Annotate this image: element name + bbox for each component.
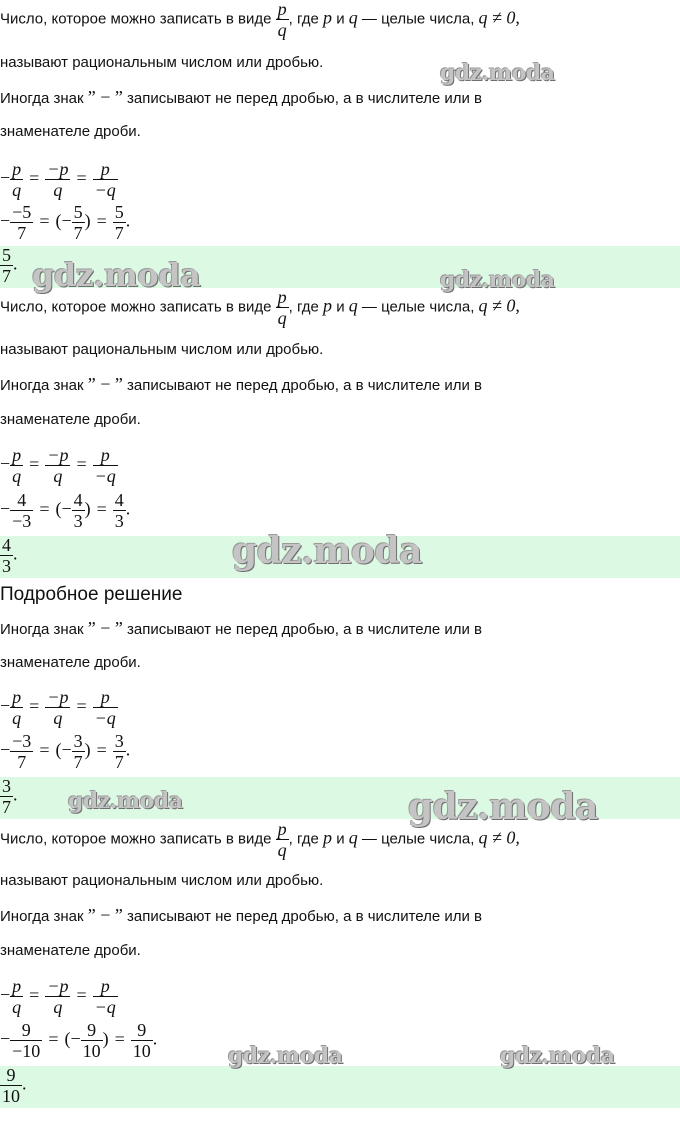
definition-text-a: Число, которое можно записать в виде (0, 10, 272, 28)
fraction-p-over-q: $\frac{p}{q}$ (277, 0, 287, 40)
definition-line-2: называют рациональным числом или дробью. (0, 872, 324, 889)
watermark-logo: gdz.moda (228, 1043, 343, 1069)
watermark-logo: gdz.moda (408, 786, 598, 828)
sign-line-1: Иногда знак ” − ” записывают не перед дробью, а в числителе или в (0, 87, 483, 107)
answer: $\frac{5}{7}$ . (2, 245, 18, 286)
identity-equation: − $\frac{p}{q}$ = $\frac{-p}{q}$ = $\frac{p}{-q}$ (0, 159, 116, 200)
sign-line-1: Иногда знак ” − ” записывают не перед дробью, а в числителе или в (0, 618, 483, 638)
watermark-logo: gdz.moda (32, 256, 201, 294)
definition-line-2: называют рациональным числом или дробью. (0, 341, 324, 358)
definition-line: Число, которое можно записать в виде $\frac{p}{q}$ , где p и q — целые числа, q ≠ 0, (0, 0, 520, 40)
identity-equation: − $\frac{p}{q}$ = $\frac{-p}{q}$ = $\frac{p}{-q}$ (0, 687, 116, 728)
solution-equation: − $\frac{9}{-10}$ = (− $\frac{9}{10}$ ) = $\frac{9}{10}$ . (0, 1020, 158, 1061)
identity-equation: − $\frac{p}{q}$ = $\frac{-p}{q}$ = $\frac{p}{-q}$ (0, 445, 116, 486)
answer: $\frac{3}{7}$ . (2, 776, 18, 817)
watermark-logo: gdz.moda (440, 60, 555, 86)
identity-equation: − $\frac{p}{q}$ = $\frac{-p}{q}$ = $\frac{p}{-q}$ (0, 976, 116, 1017)
watermark-logo: gdz.moda (232, 530, 422, 572)
answer-band-4 (0, 1066, 680, 1108)
sign-line-2: знаменателе дроби. (0, 123, 141, 140)
solution-equation: − $\frac{-5}{7}$ = (− $\frac{5}{7}$ ) = $\frac{5}{7}$ . (0, 202, 131, 243)
watermark-logo: gdz.moda (68, 788, 183, 814)
answer: $\frac{9}{10}$ . (2, 1065, 27, 1106)
definition-line: Число, которое можно записать в виде $\frac{p}{q}$ , где p и q — целые числа, q ≠ 0, (0, 819, 520, 860)
watermark-logo: gdz.moda (500, 1043, 615, 1069)
sign-line-1: Иногда знак ” − ” записывают не перед дробью, а в числителе или в (0, 905, 483, 925)
definition-line: Число, которое можно записать в виде $\frac{p}{q}$ , где p и q — целые числа, q ≠ 0, (0, 287, 520, 328)
watermark-logo: gdz.moda (440, 267, 555, 293)
sign-line-2: знаменателе дроби. (0, 411, 141, 428)
definition-line-2: называют рациональным числом или дробью. (0, 54, 324, 71)
sign-line-2: знаменателе дроби. (0, 654, 141, 671)
sign-line-1: Иногда знак ” − ” записывают не перед дробью, а в числителе или в (0, 374, 483, 394)
solution-equation: − $\frac{4}{-3}$ = (− $\frac{4}{3}$ ) = $\frac{4}{3}$ . (0, 490, 131, 531)
solution-equation: − $\frac{-3}{7}$ = (− $\frac{3}{7}$ ) = $\frac{3}{7}$ . (0, 731, 131, 772)
answer: $\frac{4}{3}$ . (2, 535, 18, 576)
detailed-solution-heading: Подробное решение (0, 584, 183, 605)
sign-line-2: знаменателе дроби. (0, 942, 141, 959)
